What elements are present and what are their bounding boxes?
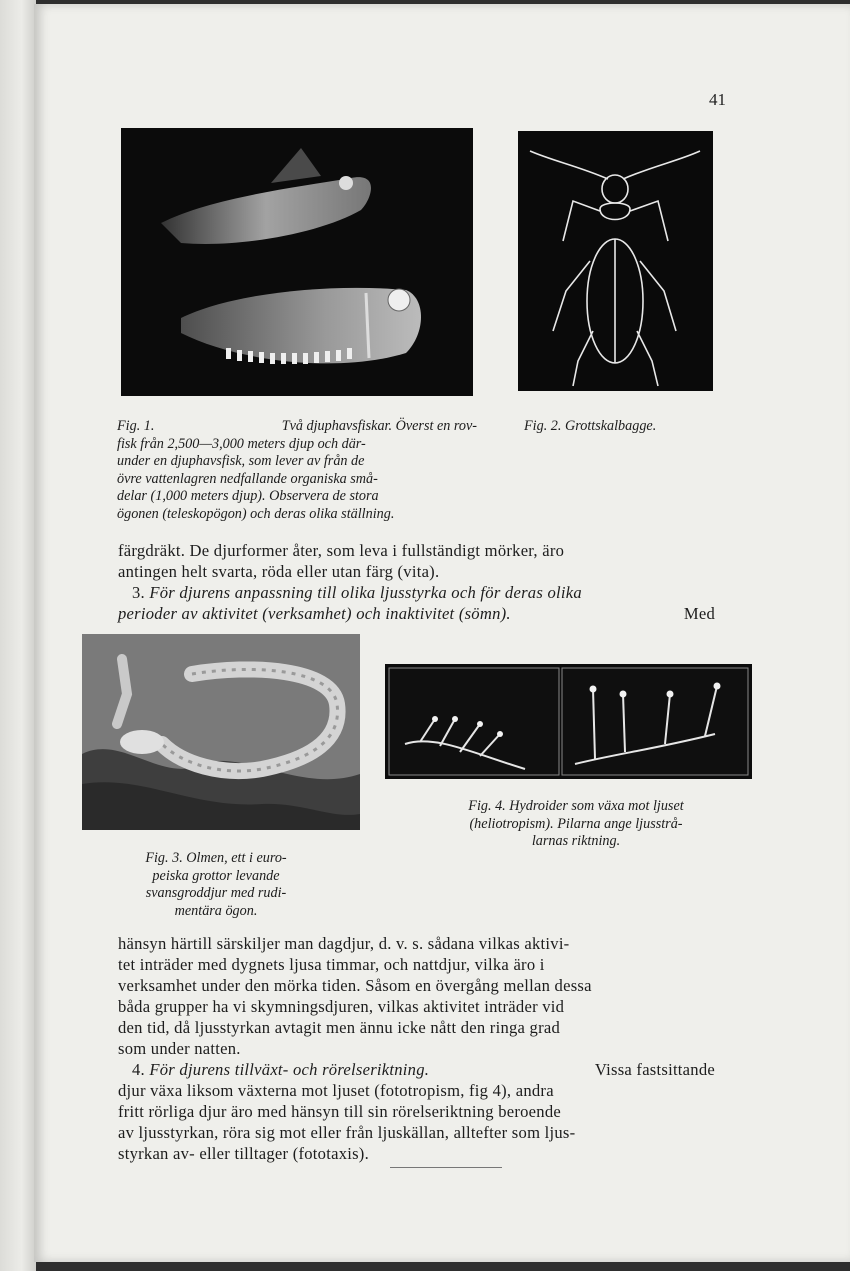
para2-line-1: hänsyn härtill särskiljer man dagdjur, d. v. s. sådana vilkas aktivi-: [118, 934, 570, 953]
page-number: 41: [709, 90, 726, 109]
fig1-caption-line: [117, 418, 477, 436]
fig3-image: [82, 634, 360, 830]
hydroid-illustration: [385, 664, 752, 779]
para3-heading-a: För djurens anpassning till olika ljusstyrka och för deras olika: [149, 583, 582, 602]
olm-illustration: [82, 634, 360, 830]
fig2-caption-text: Fig. 2. Grottskalbagge.: [524, 418, 657, 434]
para3-line-1: [118, 582, 715, 603]
para4-heading: För djurens tillväxt- och rörelseriktning.: [149, 1060, 430, 1079]
fig3-line-2: peiska grottor levande: [152, 867, 280, 884]
book-page: [34, 4, 850, 1262]
fig3-line-1: Fig. 3. Olmen, ett i euro-: [145, 850, 287, 866]
para4-rest: Vissa fastsittande: [594, 1060, 715, 1079]
para1-line-1: färgdräkt. De djurformer åter, som leva i fullständigt mörker, äro: [118, 541, 565, 560]
fig4-line-1: Fig. 4. Hydroider som växa mot ljuset: [468, 798, 684, 814]
para4-line-5: styrkan av- eller tilltager (fototaxis).: [118, 1144, 369, 1163]
fig1-label: Fig. 1.: [117, 418, 155, 434]
para4-line-2: djur växa liksom växterna mot ljuset (fototropism, fig 4), andra: [118, 1081, 554, 1100]
fig1-image: [121, 128, 473, 396]
para3-tail: Med: [683, 604, 715, 623]
fig1-line-4: övre vattenlagren nedfallande organiska små-: [117, 470, 378, 487]
deep-sea-fish-illustration: [121, 128, 473, 396]
para1-line-2: antingen helt svarta, röda eller utan färg (vita).: [118, 562, 440, 581]
para2-line-2: tet inträder med dygnets ljusa timmar, och nattdjur, vilka äro i: [118, 955, 545, 974]
fig2-image: [518, 131, 713, 391]
fig4-line-3: larnas riktning.: [531, 833, 621, 849]
fig4-line-2: (heliotropism). Pilarna ange ljusstrå-: [469, 815, 683, 832]
fig3-line-4: mentära ögon.: [174, 902, 258, 919]
para4-line-1: [118, 1059, 715, 1080]
fig2-caption: [524, 418, 724, 436]
para3-line-2: [118, 603, 715, 624]
fig1-line-6: ögonen (teleskopögon) och deras olika ställning.: [117, 505, 395, 522]
para2-line-5: den tid, då ljusstyrkan avtagit men ännu icke nått den ringa grad: [118, 1018, 561, 1037]
paragraph-2: [118, 933, 715, 1164]
para4-line-4: av ljusstyrkan, röra sig mot eller från ljuskällan, alltefter som ljus-: [118, 1123, 576, 1142]
para3-heading-b: perioder av aktivitet (verksamhet) och inaktivitet (sömn).: [118, 604, 511, 623]
fig4-image: [385, 664, 752, 779]
para2-line-3: verksamhet under den mörka tiden. Såsom en övergång mellan dessa: [118, 976, 592, 995]
para2-line-4: båda grupper ha vi skymningsdjuren, vilkas aktivitet inträder vid: [118, 997, 565, 1016]
para3-number: 3.: [132, 583, 145, 602]
para4-number: 4.: [132, 1060, 145, 1079]
fig1-line-2: fisk från 2,500—3,000 meters djup och där-: [117, 435, 366, 452]
para4-line-3: fritt rörliga djur äro med hänsyn till sin rörelseriktning beroende: [118, 1102, 562, 1121]
fig3-line-3: svansgroddjur med rudi-: [145, 885, 287, 901]
fig3-caption: [116, 850, 316, 920]
fig1-line-3: under en djuphavsfisk, som lever av från de: [117, 453, 365, 469]
fig1-caption: [117, 418, 477, 523]
end-rule: [390, 1167, 502, 1168]
fig1-line-5: delar (1,000 meters djup). Observera de stora: [117, 488, 379, 504]
paragraph-1: [118, 540, 715, 624]
beetle-illustration: [518, 131, 713, 391]
left-page-edge: [0, 0, 36, 1271]
fig4-caption: [416, 798, 736, 851]
para2-line-6: som under natten.: [118, 1039, 241, 1058]
fig1-line-1: Två djuphavsfiskar. Överst en rov-: [281, 418, 477, 434]
